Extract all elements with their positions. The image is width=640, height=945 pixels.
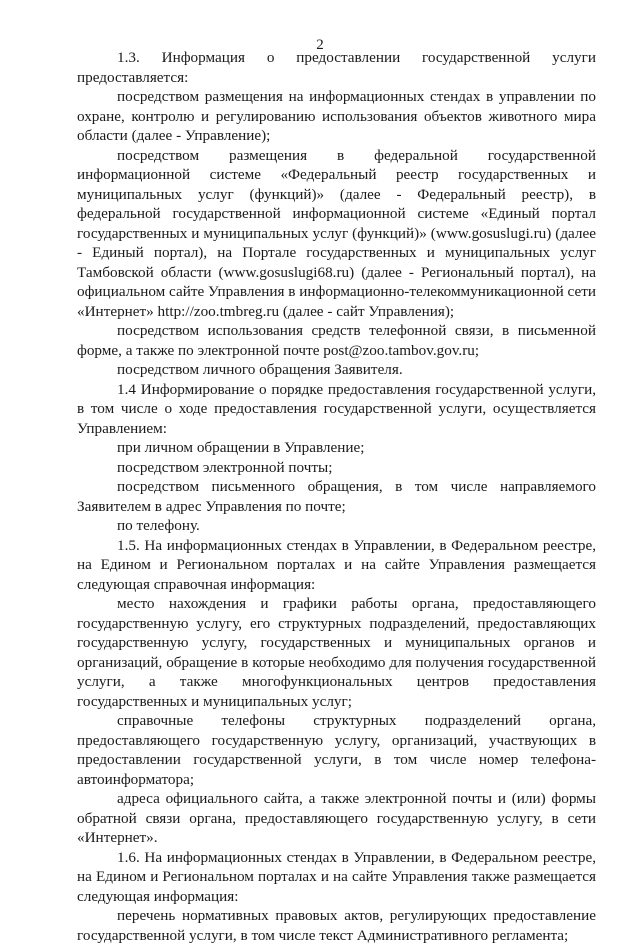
- paragraph: при личном обращении в Управление;: [117, 439, 365, 456]
- paragraph: посредством электронной почты;: [117, 458, 333, 476]
- paragraph: посредством личного обращения Заявителя.: [117, 361, 403, 378]
- paragraph: посредством размещения в федеральной государственной информационной системе «Федеральный реестр государственных и муниципальных услуг (функций)» (далее - Федеральный реестр), в федеральной государственной информационной системе «Единый портал государственных и муниципальных услуг (функций)» (www.gosuslugi.ru) (далее - Единый портал), на Портале государственных и муниципальных услуг Тамбовской области (www.gosuslugi68.ru) (далее - Региональный портал), на официальном сайте Управления в информационно-телекоммуникационной сети «Интернет» http://zoo.tmbreg.ru (далее - сайт Управления);: [77, 146, 596, 320]
- paragraph: 1.5. На информационных стендах в Управлении, в Федеральном реестре, на Едином и Региональном порталах и на сайте Управления размещается следующая справочная информация:: [77, 536, 596, 593]
- paragraph: посредством использования средств телефонной связи, в письменной форме, а также по электронной почте post@zoo.tambov.gov.ru;: [77, 322, 596, 359]
- paragraph: перечень нормативных правовых актов, регулирующих предоставление государственной услуги, в том числе текст Административного регламента;: [77, 907, 596, 944]
- document-body: [77, 48, 596, 945]
- paragraph: 1.3. Информация о предоставлении государственной услуги предоставляется:: [77, 49, 596, 86]
- page-number: 2: [316, 37, 324, 53]
- paragraph: посредством размещения на информационных стендах в управлении по охране, контролю и регулированию использования объектов животного мира области (далее - Управление);: [77, 88, 596, 144]
- paragraph: посредством письменного обращения, в том числе направляемого Заявителем в адрес Управления по почте;: [77, 478, 596, 515]
- paragraph: 1.6. На информационных стендах в Управлении, в Федеральном реестре, на Едином и Региональном порталах и на сайте Управления также размещается следующая информация:: [77, 848, 596, 905]
- paragraph: 1.4 Информирование о порядке предоставления государственной услуги, в том числе о ходе предоставления государственной услуги, осуществляется Управлением:: [77, 380, 596, 437]
- paragraph: по телефону.: [117, 517, 200, 534]
- paragraph: место нахождения и графики работы органа, предоставляющего государственную услугу, его структурных подразделений, предоставляющих государственную услугу, государственных и муниципальных органов и организаций, обращение в которые необходимо для получения государственной услуги, а также многофункциональных центров предоставления государственных и муниципальных услуг;: [77, 595, 596, 710]
- paragraph: справочные телефоны структурных подразделений органа, предоставляющего государственную услугу, организаций, участвующих в предоставлении государственной услуги, в том числе номер телефона-автоинформатора;: [77, 712, 596, 788]
- paragraph: адреса официального сайта, а также электронной почты и (или) формы обратной связи органа, предоставляющего государственную услугу, в сети «Интернет».: [77, 790, 596, 846]
